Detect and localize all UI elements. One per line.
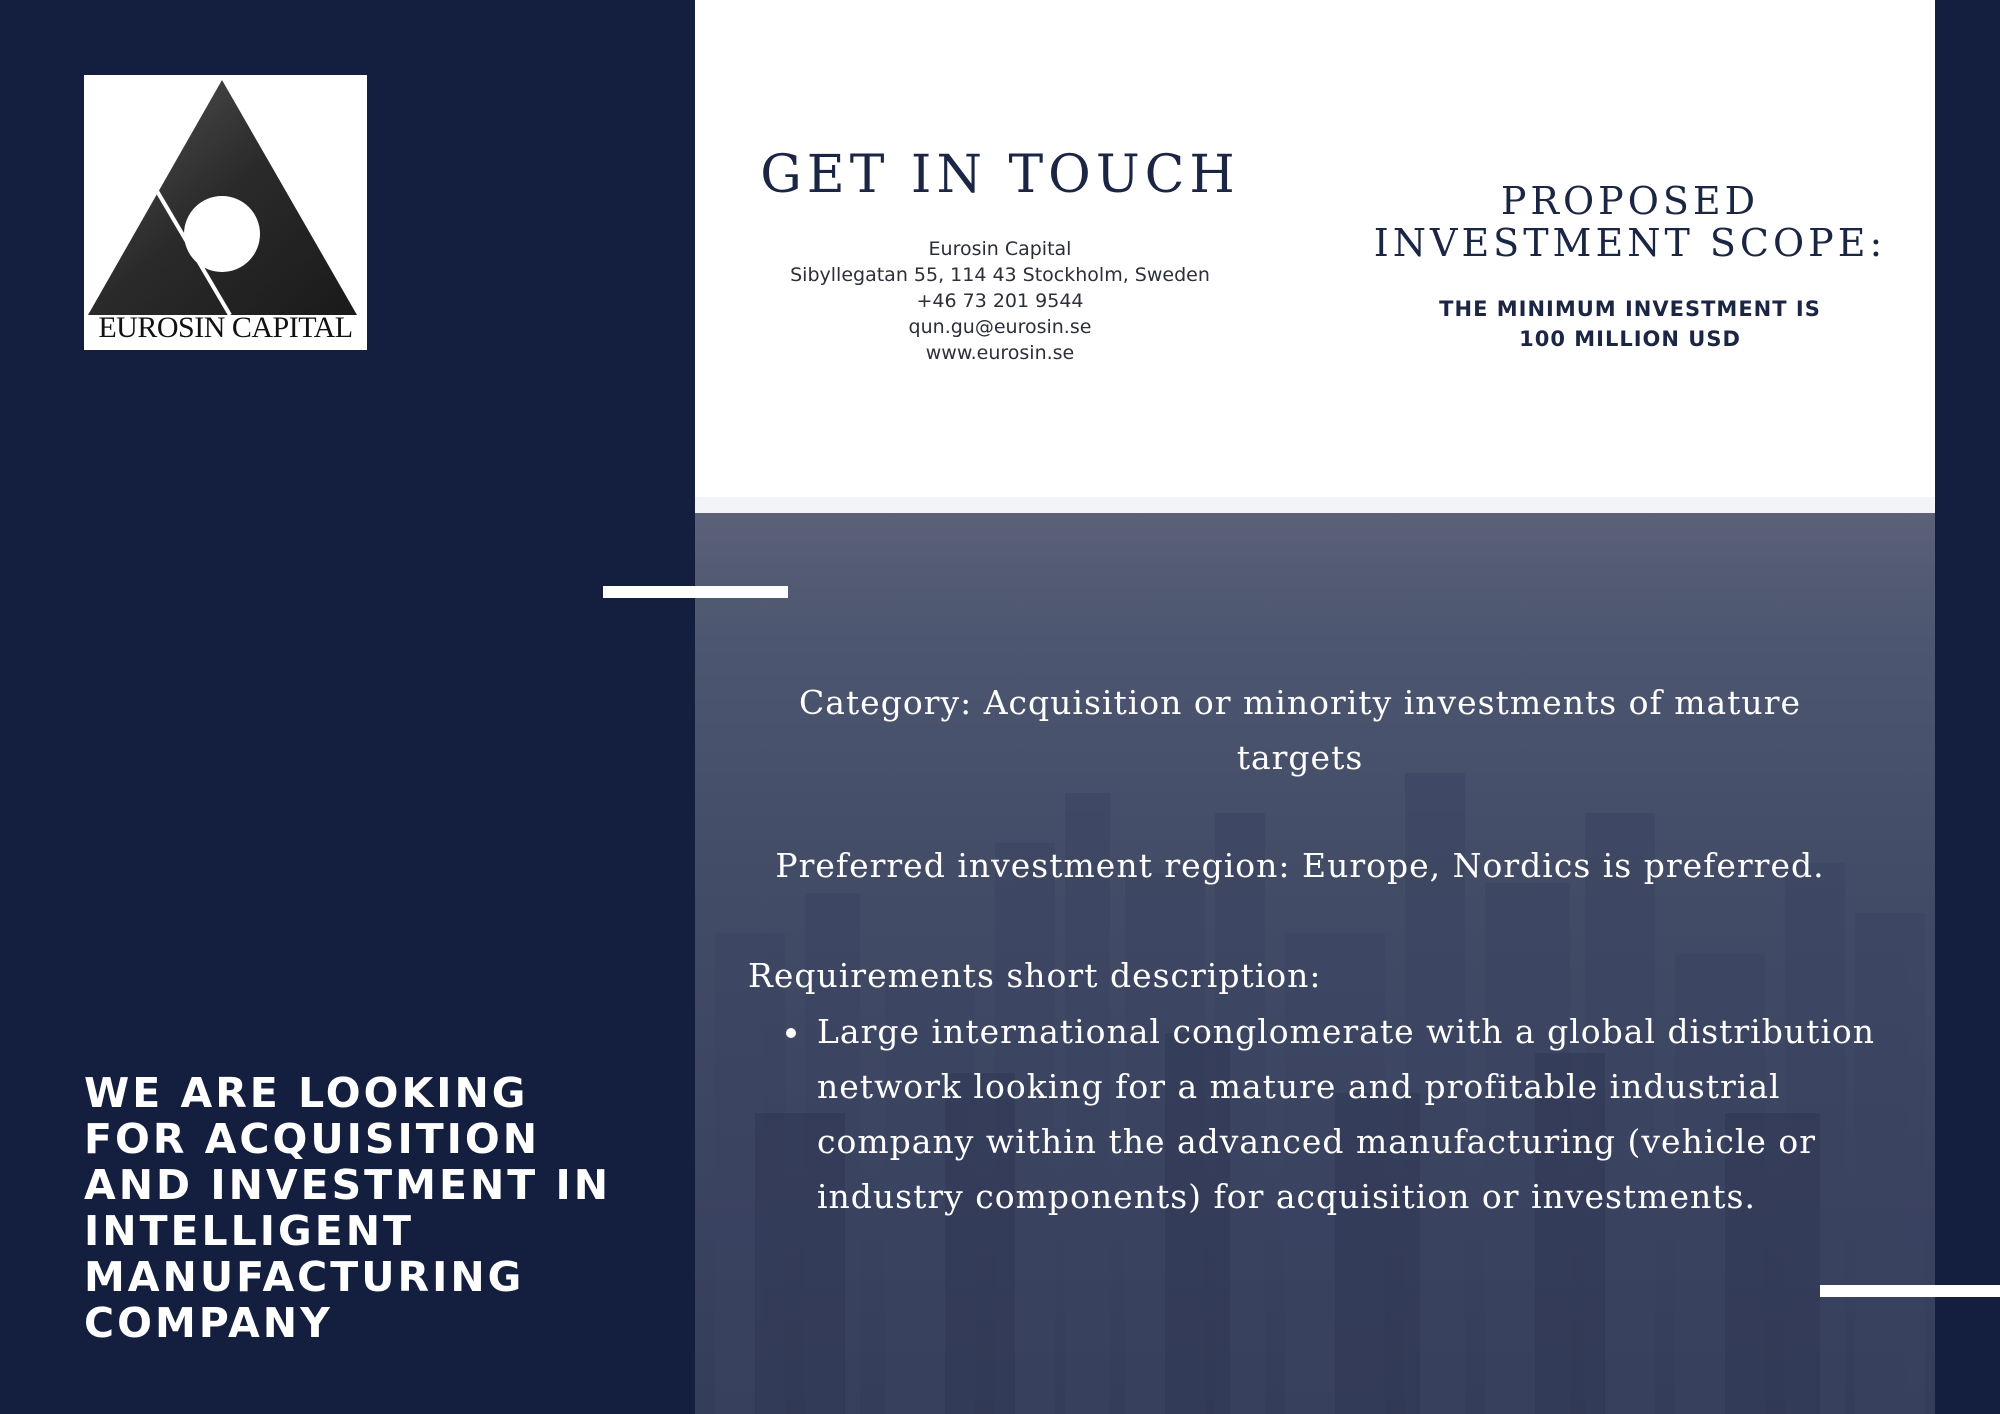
headline: WE ARE LOOKING FOR ACQUISITION AND INVESTMENT IN INTELLIGENT MANUFACTURING COMPANY — [84, 1069, 612, 1347]
phone[interactable]: +46 73 201 9544 — [916, 290, 1084, 312]
list-item: • Large international conglomerate with a global distribution network looking for a mature and profitable industrial company within the advanced manufacturing (vehicle or industry components) for acquisition or investments. — [813, 1004, 1933, 1224]
accent-bar — [1820, 1285, 2000, 1297]
logo-wordmark: EUROSIN CAPITAL — [98, 311, 353, 344]
requirements-label: Requirements short description: — [748, 956, 1322, 995]
eurosin-logo — [84, 75, 367, 350]
address: Sibyllegatan 55, 114 43 Stockholm, Sweden — [790, 264, 1210, 286]
scope-title: PROPOSED INVESTMENT SCOPE: — [1373, 179, 1887, 265]
requirements-list — [780, 1004, 1933, 1224]
card-edge — [695, 497, 1935, 513]
website-link[interactable]: www.eurosin.se — [925, 342, 1075, 364]
scope-line-2: 100 MILLION USD — [1519, 327, 1741, 351]
minimum-investment — [1355, 294, 1905, 354]
get-in-touch-section — [760, 140, 1240, 366]
company-name: Eurosin Capital — [928, 238, 1072, 260]
contact-details — [760, 236, 1240, 366]
category-text: Category: Acquisition or minority investments of mature targets — [798, 683, 1801, 777]
email-link[interactable]: qun.gu@eurosin.se — [908, 316, 1092, 338]
investment-scope-section — [1355, 180, 1905, 354]
right-margin-strip — [1935, 0, 2000, 1414]
region-text: Preferred investment region: Europe, Nordics is preferred. — [775, 846, 1825, 885]
accent-bar — [603, 586, 788, 598]
get-in-touch-title: GET IN TOUCH — [760, 145, 1240, 205]
logo-triangle-icon — [84, 75, 367, 350]
scope-line-1: THE MINIMUM INVESTMENT IS — [1439, 297, 1821, 321]
